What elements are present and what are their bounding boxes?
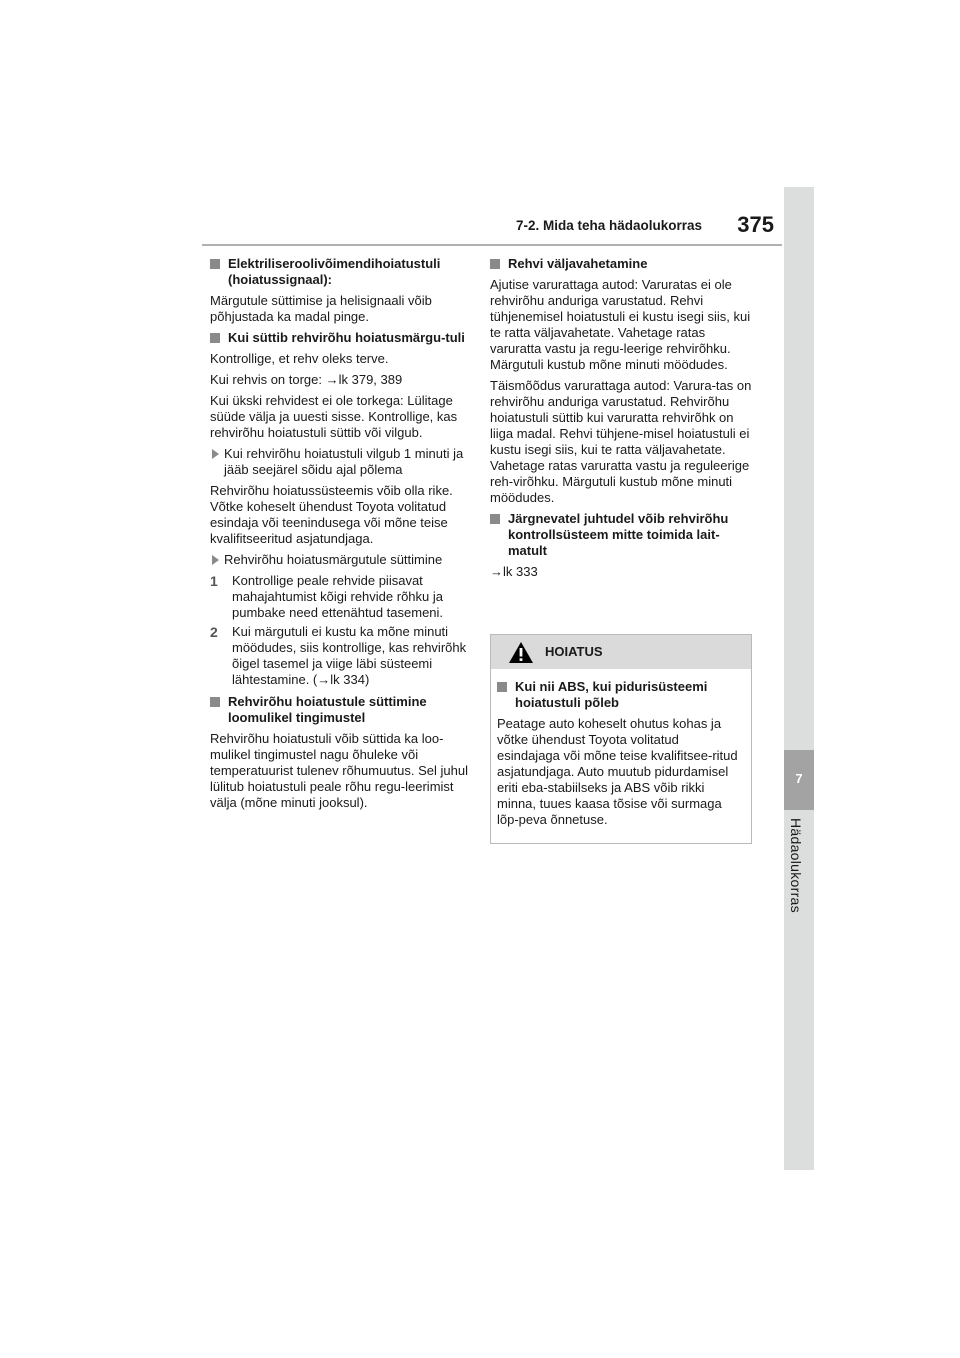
square-bullet-icon <box>210 259 220 269</box>
chapter-label: Hädaolukorras <box>788 818 804 913</box>
chapter-number: 7 <box>795 771 803 786</box>
paragraph: Rehvirõhu hoiatussüsteemis võib olla rike. Võtke koheselt ühendust Toyota volitatud esindaja või teenindusega või mõne teise kvalifitseeritud asjatundjaga. <box>210 483 453 546</box>
page-number: 375 <box>737 212 774 237</box>
chapter-side-strip <box>784 187 814 1170</box>
warning-body <box>491 669 751 828</box>
square-bullet-icon <box>210 333 220 343</box>
header-rule <box>202 244 782 246</box>
square-bullet-icon <box>210 697 220 707</box>
paragraph: Rehvirõhu hoiatustuli võib süttida ka loo-mulikel tingimustel nagu õhuleke või temperatuurist tulenev rõhumuutus. Sel juhul lülitub hoiatustuli peale rõhu regu-leerimist välja (mõne minuti jooksul). <box>210 731 468 810</box>
item-number: 1 <box>210 573 218 589</box>
item-number: 2 <box>210 624 218 640</box>
heading-system-limitations: Järgnevatel juhtudel võib rehvirõhu kontrollsüsteem mitte toimida lait-matult <box>490 511 752 559</box>
left-column <box>210 256 472 816</box>
paragraph: →lk 333 <box>490 564 538 579</box>
paragraph: Kui rehvis on torge: →lk 379, 389 <box>210 372 403 387</box>
paragraph: Kui ükski rehvidest ei ole torkega: Lülitage süüde välja ja uuesti sisse. Kontrollige, kas rehvirõhu hoiatustuli süttib või vilgub. <box>210 393 458 440</box>
paragraph: Kontrollige, et rehv oleks terve. <box>210 351 389 366</box>
triangle-bullet-icon <box>212 555 219 565</box>
step-lighting: Rehvirõhu hoiatusmärgutule süttimine <box>210 552 472 568</box>
paragraph: Täismõõdus varurattaga autod: Varura-tas on rehvirõhu anduriga varustatud. Rehvirõhu hoiatustuli süttib kui varuratta rehvirõhk on liiga madal. Rehvi tühjene-misel hoiatustuli ei kustu isegi siis, kui te ratta väljavahetate. Vahetage ratas varuratta vastu ja reguleerige reh-virõhku. Märgutuli kustub mõne minuti möödudes. <box>490 378 752 505</box>
numbered-item: 1 Kontrollige peale rehvide piisavat mahajahtumist kõigi rehvide rõhku ja pumbake need ettenähtud tasemeni. <box>210 573 444 620</box>
paragraph: Ajutise varurattaga autod: Varuratas ei ole rehvirõhu anduriga varustatud. Rehvi tühjenemisel hoiatustuli ei kustu isegi siis, kui te ratta väljavahetate. Vahetage ratas varuratta vastu ja regu-leerige rehvirõhku. Märgutuli kustub mõne minuti möödudes. <box>490 277 751 372</box>
square-bullet-icon <box>497 682 507 692</box>
section-title: 7-2. Mida teha hädaolukorras <box>515 218 702 233</box>
square-bullet-icon <box>490 259 500 269</box>
heading-tire-pressure-light: Kui süttib rehvirõhu hoiatusmärgu-tuli <box>210 330 472 346</box>
heading-tire-change: Rehvi väljavahetamine <box>490 256 752 272</box>
heading-natural-conditions: Rehvirõhu hoiatustule süttimine loomulikel tingimustel <box>210 694 472 726</box>
warning-box <box>490 634 752 844</box>
triangle-bullet-icon <box>212 449 219 459</box>
warning-heading: Kui nii ABS, kui pidurisüsteemi hoiatustuli põleb <box>497 679 745 711</box>
numbered-item: 2 Kui märgutuli ei kustu ka mõne minuti möödudes, siis kontrollige, kas rehvirõhk õigel tasemel ja viige läbi süsteemi lähtestamine. (→lk 334) <box>210 624 467 687</box>
step-blinking: Kui rehvirõhu hoiatustuli vilgub 1 minuti ja jääb seejärel sõidu ajal põlema <box>210 446 472 478</box>
warning-triangle-icon <box>508 641 534 664</box>
warning-title: HOIATUS <box>545 644 603 659</box>
warning-header <box>491 635 751 669</box>
heading-power-steering: Elektriliseroolivõimendihoiatustuli (hoiatussignaal): <box>210 256 472 288</box>
warning-text: Peatage auto koheselt ohutus kohas ja võtke ühendust Toyota volitatud esindajaga või mõne teise kvalifitsee-ritud asjatundjaga. Auto muutub pidurdamisel eriti eba-stabiilseks ja ABS võib rikki minna, tuues kaasa tõsise või surmaga lõp-peva õnnetuse. <box>497 716 738 827</box>
square-bullet-icon <box>490 514 500 524</box>
paragraph: Märgutule süttimise ja helisignaali võib põhjustada ka madal pinge. <box>210 293 432 324</box>
right-column <box>490 256 752 585</box>
